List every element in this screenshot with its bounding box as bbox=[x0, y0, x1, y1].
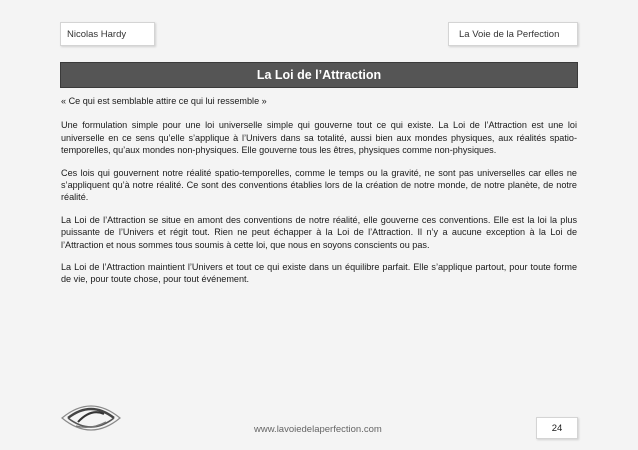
section-title: La Loi de l’Attraction bbox=[60, 62, 578, 88]
eye-logo-icon bbox=[58, 396, 124, 440]
page-content bbox=[61, 95, 577, 296]
header-book-title: La Voie de la Perfection bbox=[448, 22, 578, 46]
paragraph-4: La Loi de l’Attraction maintient l’Univers et tout ce qui existe dans un équilibre parfait. Elle s’applique partout, pour toute forme de vie, pour toute chose, pour tout événement. bbox=[61, 262, 577, 285]
paragraph-1: Une formulation simple pour une loi universelle simple qui gouverne tout ce qui existe. La Loi de l’Attraction est une loi universelle en ce sens qu’elle s’applique à l’Univers dans sa totalité, aussi bien aux mondes physiques, aux réalités spatio-temporelles, qu’aux mondes non-physiques. Elle gouverne tous les êtres, physiques comme non-physiques. bbox=[61, 120, 577, 156]
paragraph-3: La Loi de l’Attraction se situe en amont des conventions de notre réalité, elle gouverne ces conventions. Elle est la loi la plus puissante de l’Univers et régit tout. Rien ne peut échapper à la Loi de l’Attraction. Il n’y a aucune exception à la Loi de l’Attraction et nous sommes tous soumis à cette loi, que nous en soyons conscients ou pas. bbox=[61, 214, 577, 250]
paragraph-2: Ces lois qui gouvernent notre réalité spatio-temporelles, comme le temps ou la gravité, ne sont pas universelles car elles ne s’appliquent qu’à notre réalité. Ce sont des conventions établies lors de la création de notre monde, de notre planète, de notre réalité. bbox=[61, 167, 577, 203]
header-author: Nicolas Hardy bbox=[60, 22, 155, 46]
epigraph-quote: « Ce qui est semblable attire ce qui lui ressemble » bbox=[61, 96, 267, 106]
page-number: 24 bbox=[536, 417, 578, 439]
footer-url: www.lavoiedelaperfection.com bbox=[254, 424, 382, 435]
